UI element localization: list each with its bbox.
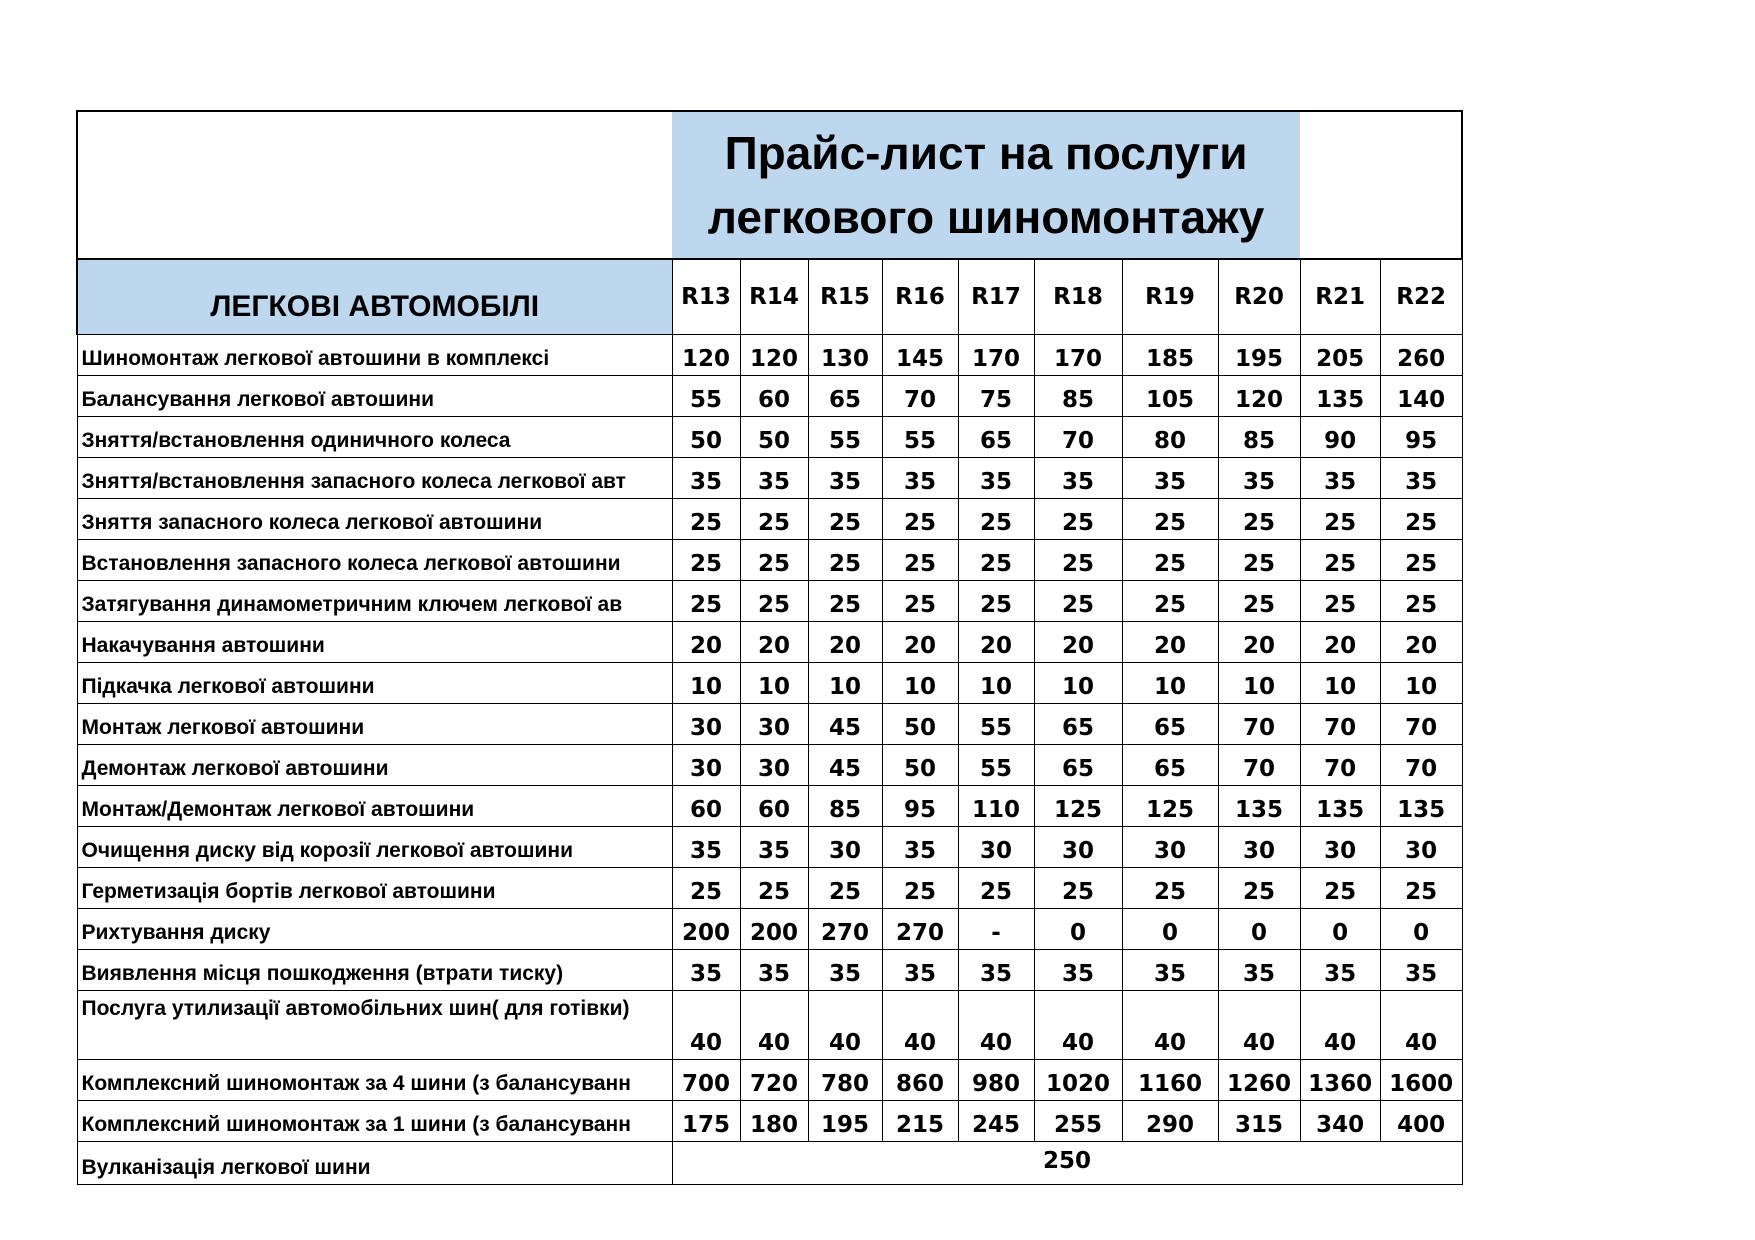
table-row [77, 376, 1462, 417]
price-cell: 25 [672, 868, 740, 909]
service-name: Встановлення запасного колеса легкової автошини [77, 540, 672, 581]
service-name: Монтаж/Демонтаж легкової автошини [77, 786, 672, 827]
price-cell: 45 [808, 704, 882, 745]
price-cell: 40 [672, 991, 740, 1060]
merged-price-cell: 250 [672, 1142, 1462, 1185]
price-cell: 35 [740, 950, 808, 991]
price-cell: 25 [1380, 581, 1462, 622]
price-cell: 120 [672, 335, 740, 376]
price-cell: 30 [740, 745, 808, 786]
price-cell: 25 [1300, 540, 1380, 581]
service-name: Накачування автошини [77, 622, 672, 663]
price-cell: 40 [1122, 991, 1218, 1060]
table-row [77, 909, 1462, 950]
price-cell: 75 [958, 376, 1034, 417]
table-row [77, 540, 1462, 581]
price-cell: 25 [740, 499, 808, 540]
table-row [77, 950, 1462, 991]
table-row [77, 991, 1462, 1060]
price-cell: 25 [882, 540, 958, 581]
service-name: Герметизація бортів легкової автошини [77, 868, 672, 909]
price-cell: 25 [1380, 540, 1462, 581]
price-cell: 35 [882, 827, 958, 868]
service-name: Очищення диску від корозії легкової автошини [77, 827, 672, 868]
price-cell: 25 [1218, 540, 1300, 581]
price-cell: 25 [1034, 499, 1122, 540]
price-cell: 85 [808, 786, 882, 827]
price-cell: 25 [740, 868, 808, 909]
price-cell: 35 [740, 458, 808, 499]
price-cell: 35 [882, 458, 958, 499]
table-row-vulcanization [77, 1142, 1462, 1185]
service-name: Затягування динамометричним ключем легкової ав [77, 581, 672, 622]
service-name: Зняття запасного колеса легкової автошини [77, 499, 672, 540]
price-cell: 20 [958, 622, 1034, 663]
table-row [77, 581, 1462, 622]
price-cell: 10 [1034, 663, 1122, 704]
price-cell: 0 [1300, 909, 1380, 950]
price-cell: 20 [1122, 622, 1218, 663]
price-cell: 25 [882, 581, 958, 622]
price-cell: 20 [1380, 622, 1462, 663]
price-cell: 400 [1380, 1101, 1462, 1142]
title-row [77, 111, 1462, 259]
table-row [77, 335, 1462, 376]
price-cell: 125 [1034, 786, 1122, 827]
size-header-r17: R17 [958, 259, 1034, 335]
price-cell: 135 [1300, 376, 1380, 417]
price-cell: 30 [1218, 827, 1300, 868]
price-cell: 70 [1380, 745, 1462, 786]
price-cell: 135 [1218, 786, 1300, 827]
price-cell: 40 [740, 991, 808, 1060]
price-cell: 45 [808, 745, 882, 786]
price-cell: 70 [1034, 417, 1122, 458]
price-cell: 0 [1218, 909, 1300, 950]
price-cell: 35 [1380, 458, 1462, 499]
price-cell: 25 [1300, 868, 1380, 909]
service-name: Підкачка легкової автошини [77, 663, 672, 704]
price-cell: 10 [740, 663, 808, 704]
size-header-r22: R22 [1380, 259, 1462, 335]
price-cell: 195 [1218, 335, 1300, 376]
price-cell: 0 [1380, 909, 1462, 950]
price-cell: 720 [740, 1060, 808, 1101]
price-cell: 35 [882, 950, 958, 991]
price-cell: 40 [1300, 991, 1380, 1060]
table-row [77, 704, 1462, 745]
price-cell: 20 [1218, 622, 1300, 663]
price-cell: 20 [740, 622, 808, 663]
price-cell: 35 [1218, 458, 1300, 499]
table-row [77, 745, 1462, 786]
price-cell: 315 [1218, 1101, 1300, 1142]
price-cell: 65 [1122, 704, 1218, 745]
price-cell: - [958, 909, 1034, 950]
price-cell: 170 [1034, 335, 1122, 376]
size-header-r19: R19 [1122, 259, 1218, 335]
size-header-r16: R16 [882, 259, 958, 335]
title-line-1: Прайс-лист на послуги [724, 127, 1248, 179]
price-cell: 25 [740, 540, 808, 581]
size-header-r21: R21 [1300, 259, 1380, 335]
price-cell: 35 [740, 827, 808, 868]
table-row [77, 827, 1462, 868]
price-cell: 35 [672, 950, 740, 991]
price-cell: 35 [958, 950, 1034, 991]
price-cell: 25 [882, 868, 958, 909]
price-cell: 10 [1122, 663, 1218, 704]
price-cell: 35 [672, 827, 740, 868]
price-cell: 215 [882, 1101, 958, 1142]
price-cell: 25 [672, 581, 740, 622]
table-row [77, 1060, 1462, 1101]
title-blank-right [1300, 111, 1462, 259]
price-cell: 1600 [1380, 1060, 1462, 1101]
price-cell: 30 [808, 827, 882, 868]
price-cell: 35 [1300, 458, 1380, 499]
price-cell: 245 [958, 1101, 1034, 1142]
size-header-r15: R15 [808, 259, 882, 335]
price-cell: 1360 [1300, 1060, 1380, 1101]
table-row [77, 622, 1462, 663]
price-cell: 25 [740, 581, 808, 622]
service-name: Зняття/встановлення одиничного колеса [77, 417, 672, 458]
size-header-r14: R14 [740, 259, 808, 335]
price-cell: 20 [1300, 622, 1380, 663]
price-cell: 120 [740, 335, 808, 376]
price-cell: 20 [1034, 622, 1122, 663]
service-name: Балансування легкової автошини [77, 376, 672, 417]
price-cell: 25 [1380, 868, 1462, 909]
price-cell: 25 [1034, 540, 1122, 581]
service-name: Вулканізація легкової шини [77, 1142, 672, 1185]
price-cell: 185 [1122, 335, 1218, 376]
price-cell: 80 [1122, 417, 1218, 458]
price-cell: 700 [672, 1060, 740, 1101]
table-row [77, 868, 1462, 909]
price-cell: 70 [1380, 704, 1462, 745]
table-row [77, 1101, 1462, 1142]
price-cell: 25 [1122, 540, 1218, 581]
price-cell: 175 [672, 1101, 740, 1142]
price-cell: 95 [1380, 417, 1462, 458]
price-cell: 10 [1300, 663, 1380, 704]
price-cell: 30 [1122, 827, 1218, 868]
price-cell: 40 [1034, 991, 1122, 1060]
price-cell: 35 [1122, 458, 1218, 499]
price-cell: 130 [808, 335, 882, 376]
price-cell: 60 [740, 786, 808, 827]
price-cell: 135 [1380, 786, 1462, 827]
price-cell: 270 [882, 909, 958, 950]
price-cell: 55 [808, 417, 882, 458]
price-cell: 25 [1218, 868, 1300, 909]
price-cell: 10 [1218, 663, 1300, 704]
price-cell: 25 [1300, 581, 1380, 622]
price-cell: 55 [958, 745, 1034, 786]
price-cell: 65 [1034, 704, 1122, 745]
price-cell: 270 [808, 909, 882, 950]
price-cell: 35 [1034, 950, 1122, 991]
price-cell: 25 [1300, 499, 1380, 540]
price-cell: 40 [1218, 991, 1300, 1060]
price-cell: 25 [958, 581, 1034, 622]
price-cell: 290 [1122, 1101, 1218, 1142]
service-name: Демонтаж легкової автошини [77, 745, 672, 786]
price-cell: 40 [958, 991, 1034, 1060]
price-cell: 35 [1218, 950, 1300, 991]
price-cell: 10 [808, 663, 882, 704]
service-name: Комплексний шиномонтаж за 1 шини (з балансуванн [77, 1101, 672, 1142]
price-cell: 30 [958, 827, 1034, 868]
size-header-r13: R13 [672, 259, 740, 335]
price-table [76, 110, 1463, 1185]
price-cell: 50 [672, 417, 740, 458]
price-cell: 200 [672, 909, 740, 950]
price-cell: 85 [1218, 417, 1300, 458]
price-cell: 200 [740, 909, 808, 950]
price-cell: 40 [808, 991, 882, 1060]
price-cell: 50 [882, 745, 958, 786]
price-cell: 10 [882, 663, 958, 704]
price-cell: 60 [740, 376, 808, 417]
price-cell: 25 [1034, 868, 1122, 909]
price-cell: 980 [958, 1060, 1034, 1101]
price-cell: 30 [740, 704, 808, 745]
price-cell: 25 [808, 581, 882, 622]
price-cell: 70 [1218, 745, 1300, 786]
price-cell: 25 [1218, 581, 1300, 622]
price-cell: 255 [1034, 1101, 1122, 1142]
price-cell: 55 [882, 417, 958, 458]
price-cell: 55 [672, 376, 740, 417]
price-cell: 135 [1300, 786, 1380, 827]
price-cell: 170 [958, 335, 1034, 376]
price-cell: 30 [672, 745, 740, 786]
service-name: Комплексний шиномонтаж за 4 шини (з балансуванн [77, 1060, 672, 1101]
price-cell: 70 [1300, 745, 1380, 786]
price-cell: 30 [1034, 827, 1122, 868]
price-cell: 205 [1300, 335, 1380, 376]
price-cell: 1020 [1034, 1060, 1122, 1101]
price-cell: 95 [882, 786, 958, 827]
price-cell: 10 [672, 663, 740, 704]
price-cell: 55 [958, 704, 1034, 745]
price-cell: 40 [882, 991, 958, 1060]
price-cell: 25 [1380, 499, 1462, 540]
price-cell: 25 [1122, 868, 1218, 909]
service-name: Рихтування диску [77, 909, 672, 950]
price-cell: 10 [958, 663, 1034, 704]
price-cell: 20 [672, 622, 740, 663]
price-cell: 180 [740, 1101, 808, 1142]
price-cell: 340 [1300, 1101, 1380, 1142]
price-cell: 195 [808, 1101, 882, 1142]
price-cell: 70 [882, 376, 958, 417]
price-cell: 70 [1300, 704, 1380, 745]
price-cell: 65 [1034, 745, 1122, 786]
price-cell: 25 [958, 868, 1034, 909]
price-cell: 65 [808, 376, 882, 417]
price-cell: 50 [882, 704, 958, 745]
price-cell: 20 [808, 622, 882, 663]
price-cell: 20 [882, 622, 958, 663]
service-name: Виявлення місця пошкодження (втрати тиску) [77, 950, 672, 991]
price-cell: 145 [882, 335, 958, 376]
price-cell: 70 [1218, 704, 1300, 745]
price-cell: 50 [740, 417, 808, 458]
price-cell: 25 [1034, 581, 1122, 622]
price-cell: 35 [1122, 950, 1218, 991]
price-cell: 90 [1300, 417, 1380, 458]
price-cell: 30 [672, 704, 740, 745]
price-cell: 25 [958, 540, 1034, 581]
size-header-row [77, 259, 1462, 335]
table-row [77, 499, 1462, 540]
service-name: Монтаж легкової автошини [77, 704, 672, 745]
price-cell: 35 [958, 458, 1034, 499]
price-cell: 25 [1218, 499, 1300, 540]
price-cell: 60 [672, 786, 740, 827]
price-cell: 780 [808, 1060, 882, 1101]
price-cell: 105 [1122, 376, 1218, 417]
price-cell: 140 [1380, 376, 1462, 417]
service-name: Послуга утилизації автомобільних шин( для готівки) [77, 991, 672, 1060]
service-name: Шиномонтаж легкової автошини в комплексі [77, 335, 672, 376]
table-row [77, 786, 1462, 827]
price-cell: 125 [1122, 786, 1218, 827]
price-cell: 120 [1218, 376, 1300, 417]
price-cell: 860 [882, 1060, 958, 1101]
table-row [77, 417, 1462, 458]
price-cell: 25 [958, 499, 1034, 540]
price-cell: 65 [1122, 745, 1218, 786]
price-cell: 25 [808, 499, 882, 540]
price-cell: 25 [672, 540, 740, 581]
price-cell: 0 [1122, 909, 1218, 950]
price-cell: 1160 [1122, 1060, 1218, 1101]
price-cell: 30 [1300, 827, 1380, 868]
price-cell: 0 [1034, 909, 1122, 950]
section-label: ЛЕГКОВІ АВТОМОБІЛІ [77, 259, 672, 335]
price-cell: 35 [1300, 950, 1380, 991]
price-cell: 40 [1380, 991, 1462, 1060]
table-row [77, 458, 1462, 499]
price-cell: 1260 [1218, 1060, 1300, 1101]
price-cell: 25 [882, 499, 958, 540]
price-cell: 35 [808, 458, 882, 499]
price-cell: 25 [1122, 581, 1218, 622]
price-cell: 35 [808, 950, 882, 991]
size-header-r20: R20 [1218, 259, 1300, 335]
price-cell: 10 [1380, 663, 1462, 704]
price-cell: 35 [672, 458, 740, 499]
price-cell: 25 [808, 868, 882, 909]
title-line-2: легкового шиномонтажу [707, 191, 1265, 243]
price-cell: 25 [672, 499, 740, 540]
price-cell: 25 [808, 540, 882, 581]
table-row [77, 663, 1462, 704]
page-title [672, 111, 1300, 259]
price-cell: 25 [1122, 499, 1218, 540]
size-header-r18: R18 [1034, 259, 1122, 335]
price-cell: 110 [958, 786, 1034, 827]
service-name: Зняття/встановлення запасного колеса легкової авт [77, 458, 672, 499]
price-cell: 85 [1034, 376, 1122, 417]
price-sheet [76, 110, 1461, 1185]
title-blank-left [77, 111, 672, 259]
price-cell: 30 [1380, 827, 1462, 868]
price-cell: 65 [958, 417, 1034, 458]
price-cell: 260 [1380, 335, 1462, 376]
price-cell: 35 [1034, 458, 1122, 499]
price-cell: 35 [1380, 950, 1462, 991]
